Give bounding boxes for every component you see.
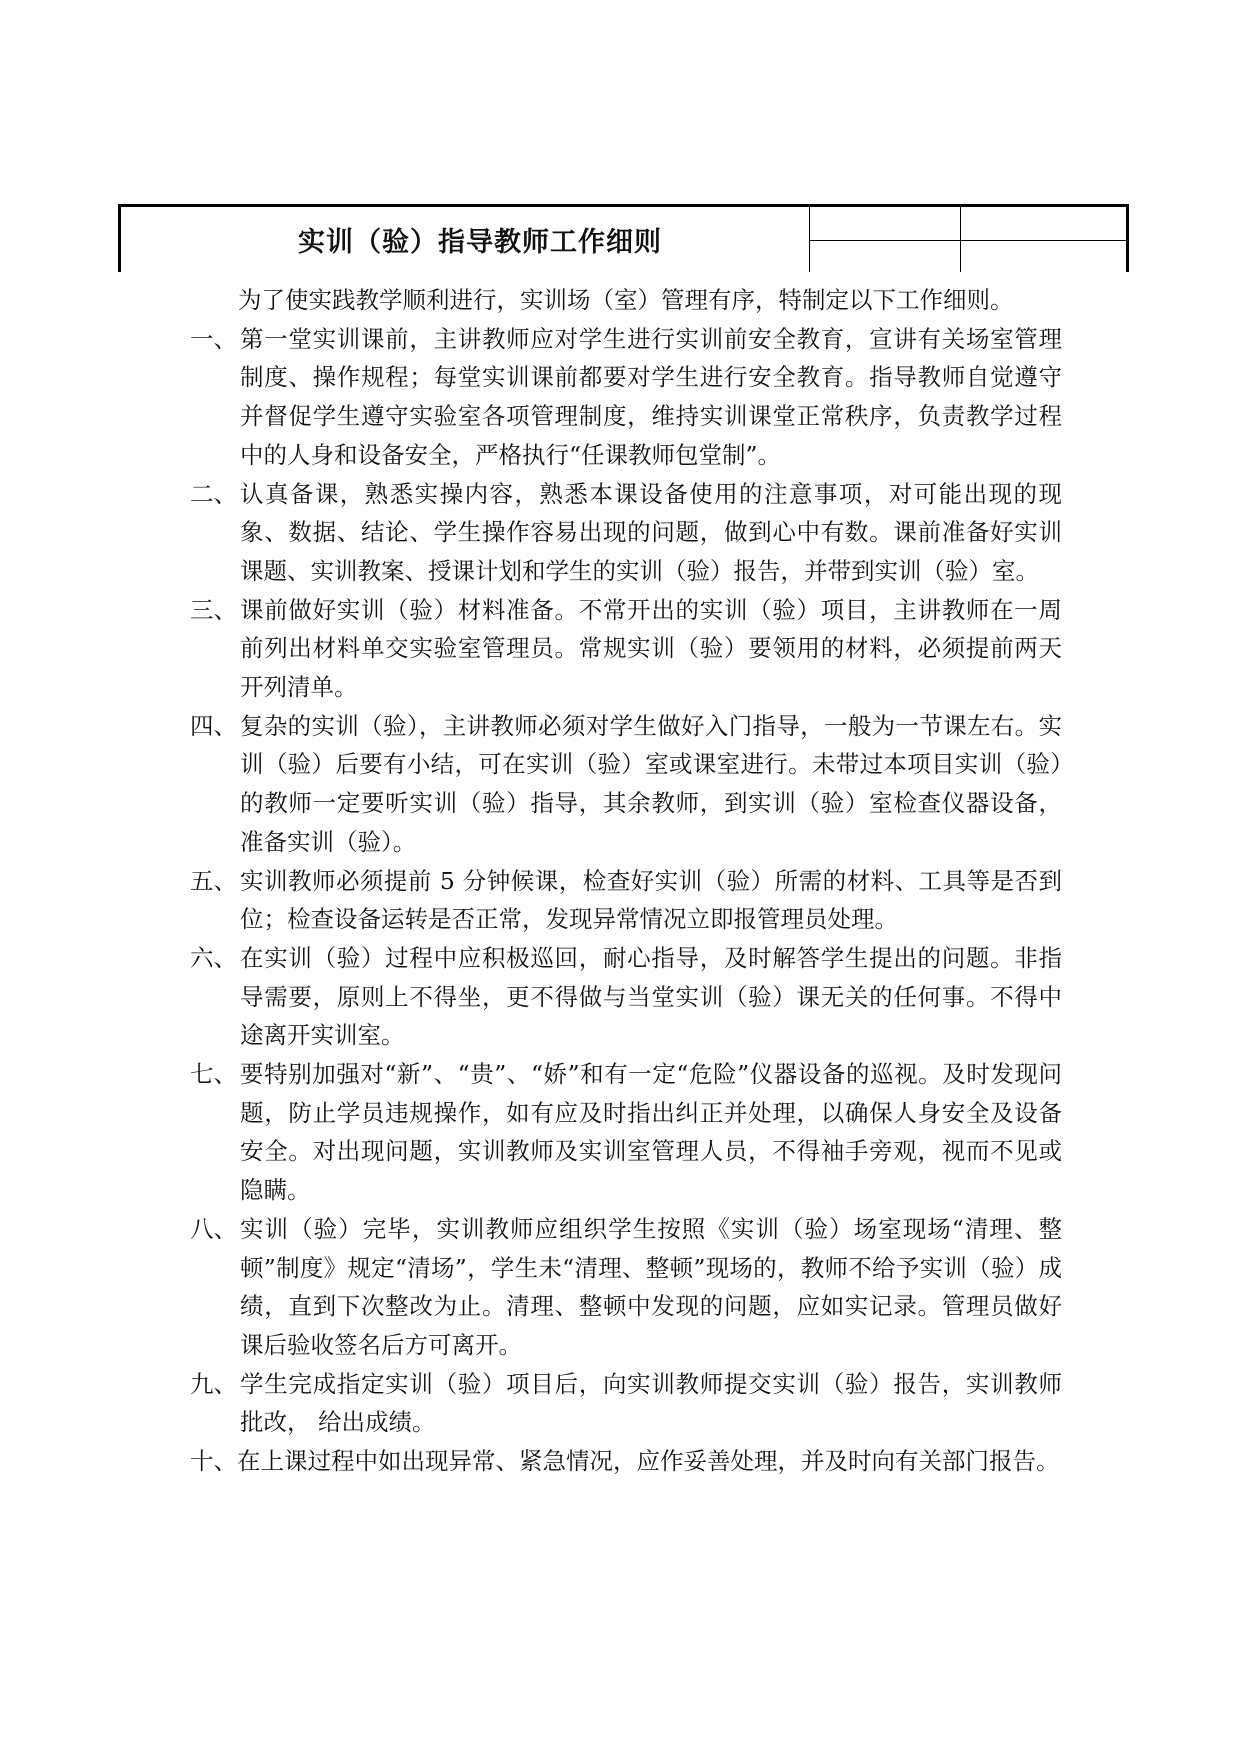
rule-text: 复杂的实训（验），主讲教师必须对学生做好入门指导，一般为一节课左右。实训（验）后要有小结，可在实训（验）室或课室进行。未带过本项目实训（验）的教师一定要听实训（验）指导，其余教师，到实训（验）室检查仪器设备，准备实训（验）。: [240, 711, 1062, 856]
header-cell: [809, 241, 960, 272]
document-body: [190, 281, 1062, 1481]
rule-number: 三、: [190, 595, 237, 624]
rule-text: 认真备课，熟悉实操内容，熟悉本课设备使用的注意事项，对可能出现的现象、数据、结论、学生操作容易出现的问题，做到心中有数。课前准备好实训课题、实训教案、授课计划和学生的实训（验）报告，并带到实训（验）室。: [240, 479, 1062, 585]
rule-text: 在实训（验）过程中应积极巡回，耐心指导，及时解答学生提出的问题。非指导需要，原则上不得坐，更不得做与当堂实训（验）课无关的任何事。不得中途离开实训室。: [240, 943, 1062, 1050]
rule-number: 四、: [190, 711, 237, 740]
rule-item: [190, 1055, 1062, 1210]
header-cell: [960, 241, 1126, 272]
rule-number: 六、: [190, 943, 237, 972]
rule-number: 五、: [190, 866, 237, 895]
document-title: 实训（验）指导教师工作细则: [298, 227, 662, 258]
rule-item: [190, 591, 1062, 707]
rule-text: 第一堂实训课前，主讲教师应对学生进行实训前安全教育，宣讲有关场室管理制度、操作规程；每堂实训课前都要对学生进行安全教育。指导教师自觉遵守并督促学生遵守实验室各项管理制度，维持实训课堂正常秩序，负责教学过程中的人身和设备安全，严格执行“任课教师包堂制”。: [240, 324, 1062, 469]
rule-number: 二、: [190, 479, 237, 508]
header-cell: [809, 207, 960, 241]
rule-item: [190, 1210, 1062, 1365]
rule-text: 要特别加强对“新”、“贵”、“娇”和有一定“危险”仪器设备的巡视。及时发现问题，防止学员违规操作，如有应及时指出纠正并处理，以确保人身安全及设备安全。对出现问题，实训教师及实训室管理人员，不得袖手旁观，视而不见或隐瞒。: [240, 1060, 1062, 1205]
rule-item: [190, 707, 1062, 862]
rule-number: 七、: [190, 1060, 237, 1089]
rule-text: 课前做好实训（验）材料准备。不常开出的实训（验）项目，主讲教师在一周前列出材料单交实验室管理员。常规实训（验）要领用的材料，必须提前两天开列清单。: [240, 595, 1062, 702]
rule-text: 学生完成指定实训（验）项目后，向实训教师提交实训（验）报告，实训教师批改， 给出成绩。: [240, 1369, 1062, 1437]
rule-text: 实训（验）完毕，实训教师应组织学生按照《实训（验）场室现场“清理、整顿”制度》规定“清场”，学生未“清理、整顿”现场的，教师不给予实训（验）成绩，直到下次整改为止。清理、整顿中发现的问题，应如实记录。管理员做好课后验收签名后方可离开。: [240, 1214, 1062, 1359]
rule-item: [190, 1365, 1062, 1442]
rule-item: [190, 862, 1062, 939]
header-cell: [960, 207, 1126, 241]
rule-number: 九、: [190, 1369, 237, 1398]
document-header-table: [118, 204, 1129, 272]
rule-number: 八、: [190, 1214, 237, 1243]
rule-text: 实训教师必须提前 5 分钟候课，检查好实训（验）所需的材料、工具等是否到位；检查设备运转是否正常，发现异常情况立即报管理员处理。: [240, 866, 1062, 934]
rule-item-last: 十、在上课过程中如出现异常、紧急情况，应作妥善处理，并及时向有关部门报告。: [190, 1447, 1060, 1476]
rule-item: [190, 475, 1062, 591]
rule-item: [190, 939, 1062, 1055]
intro-paragraph: 为了使实践教学顺利进行，实训场（室）管理有序，特制定以下工作细则。: [238, 286, 1014, 314]
rule-number: 一、: [190, 324, 237, 353]
rule-item: [190, 320, 1062, 475]
